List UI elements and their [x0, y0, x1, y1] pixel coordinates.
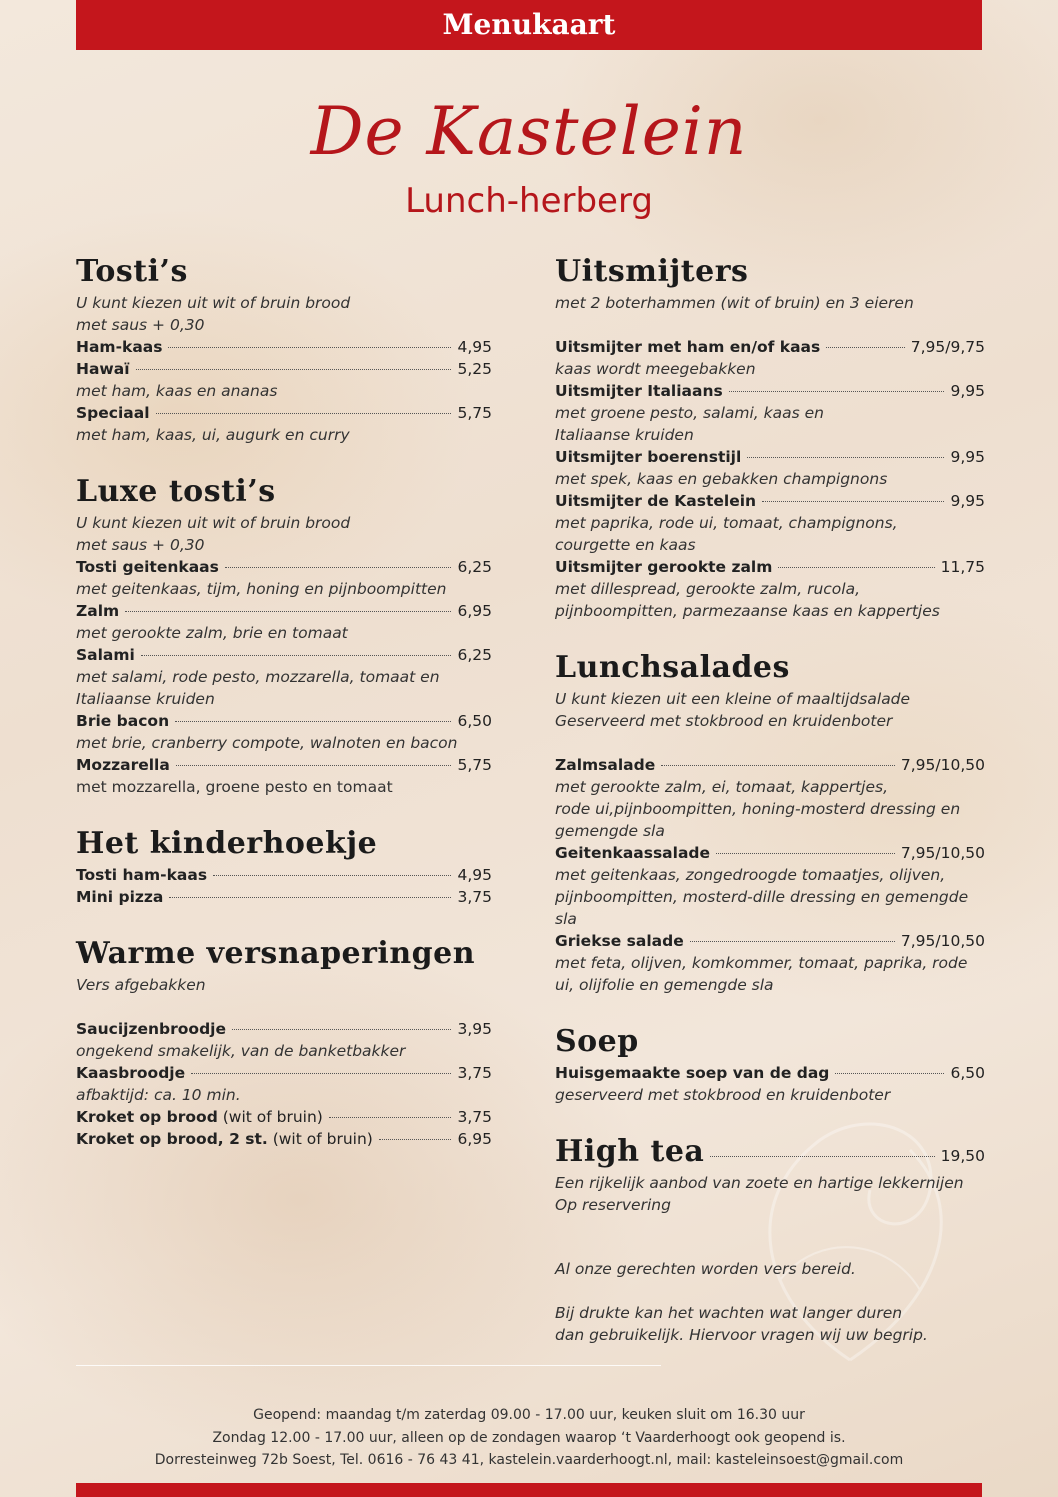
item-price: 6,25	[457, 558, 492, 576]
section-title: Soep	[555, 1024, 639, 1059]
item-price: 4,95	[457, 338, 492, 356]
section-high-tea	[555, 1132, 985, 1216]
item-price: 3,75	[457, 888, 492, 906]
menu-column-right	[555, 252, 985, 1346]
item-name: Saucijzenbroodje	[76, 1020, 226, 1038]
menu-item	[76, 358, 492, 380]
item-desc: met brie, cranberry compote, walnoten en bacon	[76, 734, 458, 752]
item-price: 7,95/9,75	[910, 338, 985, 356]
menu-item	[76, 1018, 492, 1040]
item-desc: afbaktijd: ca. 10 min.	[76, 1086, 241, 1104]
menu-item	[555, 754, 985, 776]
item-name: Uitsmijter gerookte zalm	[555, 558, 773, 576]
section-desc: Vers afgebakken	[76, 976, 206, 994]
item-price: 7,95/10,50	[900, 932, 985, 950]
item-name: Tosti geitenkaas	[76, 558, 219, 576]
item-name: Uitsmijter de Kastelein	[555, 492, 757, 510]
item-desc: met spek, kaas en gebakken champignons	[555, 470, 888, 488]
item-desc: ui, olijfolie en gemengde sla	[555, 976, 774, 994]
section-title: High tea	[555, 1134, 705, 1169]
item-price: 6,95	[457, 1130, 492, 1148]
item-name: Salami	[76, 646, 135, 664]
item-name: Kroket op brood, 2 st. (wit of bruin)	[76, 1130, 373, 1148]
section-lunchsalades	[555, 648, 985, 996]
section-soep	[555, 1022, 985, 1106]
menu-item	[76, 1128, 492, 1150]
section-desc: Op reservering	[555, 1196, 671, 1214]
menu-item	[76, 1062, 492, 1084]
section-uitsmijters	[555, 252, 985, 622]
item-desc: met gerookte zalm, ei, tomaat, kappertjes,	[555, 778, 889, 796]
item-name: Huisgemaakte soep van de dag	[555, 1064, 830, 1082]
menu-item	[555, 490, 985, 512]
item-name: Zalmsalade	[555, 756, 656, 774]
section-title: Tosti’s	[76, 254, 188, 289]
note-text: Al onze gerechten worden vers bereid.	[555, 1260, 856, 1278]
item-name: Kroket op brood (wit of bruin)	[76, 1108, 323, 1126]
item-desc: Italiaanse kruiden	[76, 690, 215, 708]
section-desc: met saus + 0,30	[76, 536, 205, 554]
item-name: Uitsmijter met ham en/of kaas	[555, 338, 821, 356]
item-desc: pijnboompitten, mosterd-dille dressing en gemengde	[555, 888, 969, 906]
item-price: 9,95	[950, 448, 985, 466]
note-text: dan gebruikelijk. Hiervoor vragen wij uw begrip.	[555, 1326, 928, 1344]
item-desc: met gerookte zalm, brie en tomaat	[76, 624, 348, 642]
item-price: 3,95	[457, 1020, 492, 1038]
section-tostis	[76, 252, 492, 446]
menu-item	[555, 446, 985, 468]
sunday-hours: Zondag 12.00 - 17.00 uur, alleen op de zondagen waarop ‘t Vaarderhoogt ook geopend is.	[212, 1429, 846, 1446]
footer	[0, 1404, 1058, 1472]
section-desc: Een rijkelijk aanbod van zoete en hartige lekkernijen	[555, 1174, 964, 1192]
item-name: Brie bacon	[76, 712, 170, 730]
footer-bar	[76, 1483, 982, 1497]
item-price: 11,75	[940, 558, 985, 576]
item-desc: met mozzarella, groene pesto en tomaat	[76, 778, 393, 796]
item-price: 9,95	[950, 382, 985, 400]
item-price: 9,95	[950, 492, 985, 510]
item-desc: met geitenkaas, zongedroogde tomaatjes, olijven,	[555, 866, 946, 884]
item-name: Uitsmijter boerenstijl	[555, 448, 742, 466]
note-text: Bij drukte kan het wachten wat langer duren	[555, 1304, 903, 1322]
item-desc: met ham, kaas en ananas	[76, 382, 278, 400]
section-desc: met 2 boterhammen (wit of bruin) en 3 eieren	[555, 294, 914, 312]
item-desc: met salami, rode pesto, mozzarella, tomaat en	[76, 668, 440, 686]
item-name: Uitsmijter Italiaans	[555, 382, 723, 400]
menu-item	[76, 402, 492, 424]
notes	[555, 1258, 985, 1346]
menu-header-title: Menukaart	[442, 8, 616, 41]
section-title: Warme versnaperingen	[76, 936, 476, 971]
menu-column-left	[76, 252, 492, 1150]
menu-item	[76, 600, 492, 622]
item-desc: kaas wordt meegebakken	[555, 360, 756, 378]
menu-item	[76, 754, 492, 776]
section-title: Lunchsalades	[555, 650, 790, 685]
menu-header-bar	[76, 0, 982, 50]
item-name: Geitenkaassalade	[555, 844, 711, 862]
item-price: 3,75	[457, 1064, 492, 1082]
item-name: Griekse salade	[555, 932, 684, 950]
item-name: Mini pizza	[76, 888, 164, 906]
item-price: 6,50	[950, 1064, 985, 1082]
item-price: 7,95/10,50	[900, 756, 985, 774]
item-name: Hawaï	[76, 360, 130, 378]
item-price: 6,95	[457, 602, 492, 620]
item-desc: met geitenkaas, tijm, honing en pijnboompitten	[76, 580, 447, 598]
menu-item	[555, 380, 985, 402]
section-desc: U kunt kiezen uit wit of bruin brood	[76, 514, 351, 532]
section-desc: Geserveerd met stokbrood en kruidenboter	[555, 712, 893, 730]
menu-item	[76, 1106, 492, 1128]
item-name: Speciaal	[76, 404, 150, 422]
item-desc: pijnboompitten, parmezaanse kaas en kappertjes	[555, 602, 940, 620]
opening-hours: Geopend: maandag t/m zaterdag 09.00 - 17.00 uur, keuken sluit om 16.30 uur	[253, 1407, 805, 1423]
menu-item	[555, 556, 985, 578]
section-title: Het kinderhoekje	[76, 826, 378, 861]
section-kinderhoekje	[76, 824, 492, 908]
menu-item	[76, 336, 492, 358]
item-name: Mozzarella	[76, 756, 170, 774]
item-price: 5,25	[457, 360, 492, 378]
footer-divider	[76, 1365, 661, 1366]
item-desc: met dillespread, gerookte zalm, rucola,	[555, 580, 861, 598]
item-price: 5,75	[457, 404, 492, 422]
item-name: Ham-kaas	[76, 338, 163, 356]
item-price: 7,95/10,50	[900, 844, 985, 862]
item-desc: courgette en kaas	[555, 536, 696, 554]
item-name: Tosti ham-kaas	[76, 866, 208, 884]
menu-item	[555, 1062, 985, 1084]
section-title: Uitsmijters	[555, 254, 749, 289]
menu-item	[76, 886, 492, 908]
menu-item	[76, 644, 492, 666]
item-desc: geserveerd met stokbrood en kruidenboter	[555, 1086, 891, 1104]
section-desc: U kunt kiezen uit wit of bruin brood	[76, 294, 351, 312]
section-luxe-tostis	[76, 472, 492, 798]
contact-info: Dorresteinweg 72b Soest, Tel. 0616 - 76 43 41, kastelein.vaarderhoogt.nl, mail: kasteleinsoest@gmail.com	[154, 1452, 904, 1468]
section-title: Luxe tosti’s	[76, 474, 276, 509]
item-desc: rode ui,pijnboompitten, honing-mosterd dressing en	[555, 800, 961, 818]
menu-item	[555, 930, 985, 952]
item-desc: Italiaanse kruiden	[555, 426, 694, 444]
section-warme-versnaperingen	[76, 934, 492, 1150]
item-desc: met ham, kaas, ui, augurk en curry	[76, 426, 350, 444]
item-name: Zalm	[76, 602, 120, 620]
menu-item	[555, 336, 985, 358]
item-desc: met paprika, rode ui, tomaat, champignons,	[555, 514, 898, 532]
item-price: 6,50	[457, 712, 492, 730]
menu-item	[76, 864, 492, 886]
menu-item	[76, 556, 492, 578]
menu-item	[76, 710, 492, 732]
item-price: 4,95	[457, 866, 492, 884]
item-desc: gemengde sla	[555, 822, 665, 840]
item-desc: sla	[555, 910, 577, 928]
item-desc: ongekend smakelijk, van de banketbakker	[76, 1042, 406, 1060]
item-price: 19,50	[940, 1147, 985, 1165]
item-price: 6,25	[457, 646, 492, 664]
brand-logo: De Kastelein	[310, 93, 748, 170]
menu-item	[555, 842, 985, 864]
item-price: 3,75	[457, 1108, 492, 1126]
item-desc: met feta, olijven, komkommer, tomaat, paprika, rode	[555, 954, 968, 972]
section-desc: U kunt kiezen uit een kleine of maaltijdsalade	[555, 690, 911, 708]
item-desc: met groene pesto, salami, kaas en	[555, 404, 824, 422]
item-price: 5,75	[457, 756, 492, 774]
section-desc: met saus + 0,30	[76, 316, 205, 334]
menu-item	[555, 1132, 985, 1172]
item-name: Kaasbroodje	[76, 1064, 186, 1082]
brand-subtitle: Lunch-herberg	[405, 181, 653, 221]
